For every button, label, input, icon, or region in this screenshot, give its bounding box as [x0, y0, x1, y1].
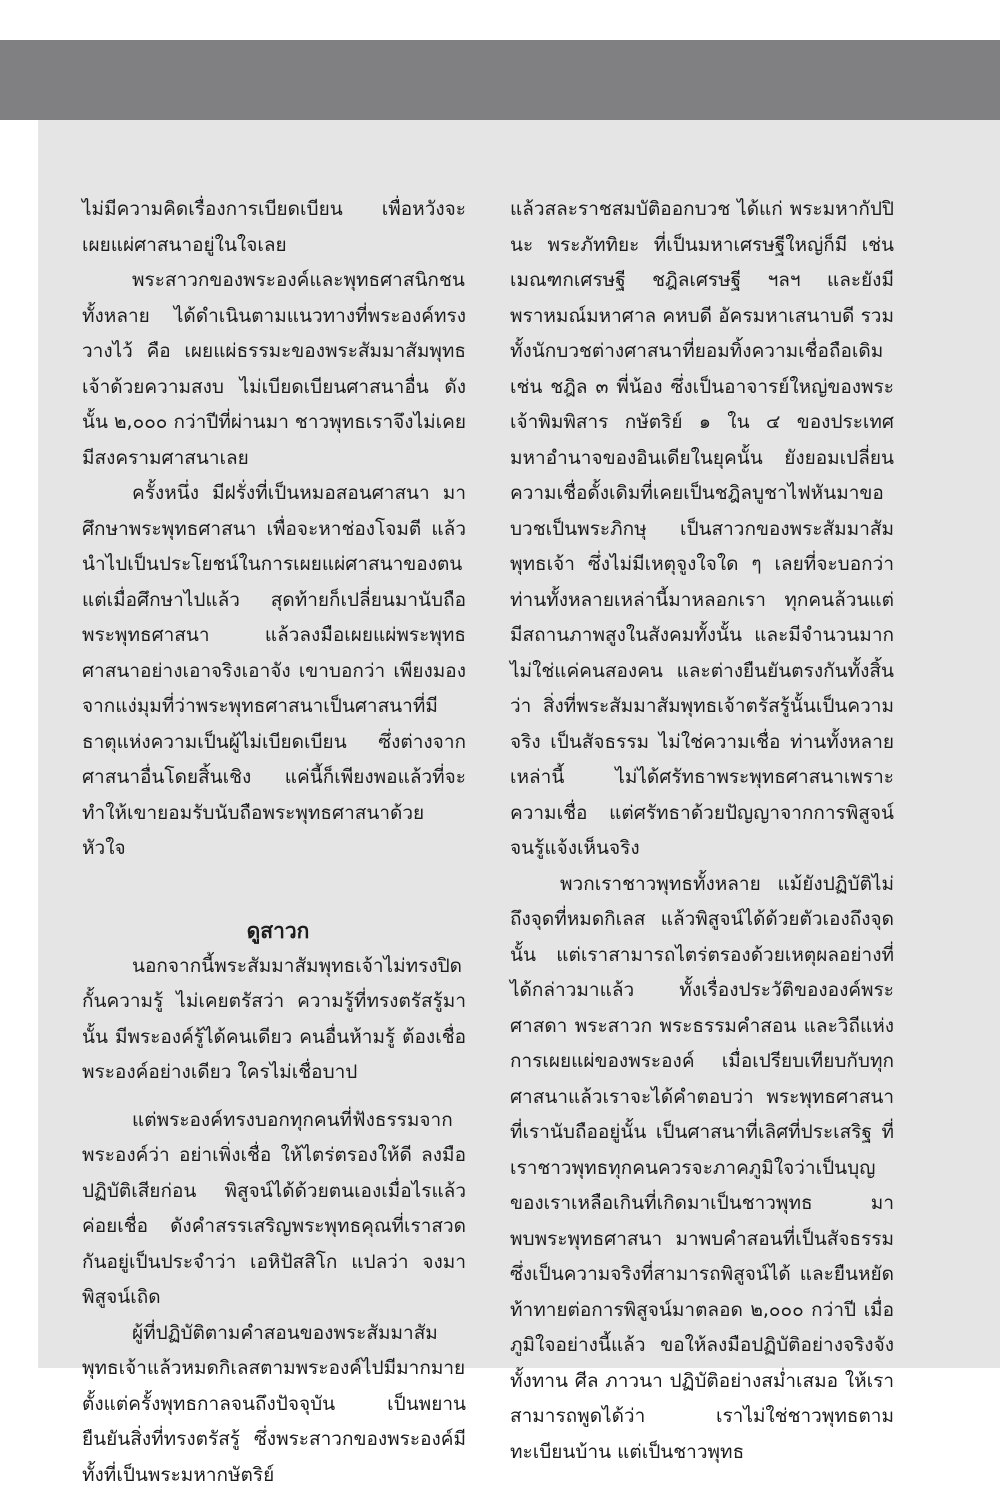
- paragraph: ผู้ที่ปฏิบัติตามคำสอนของพระสัมมาสัมพุทธเจ้าแล้วหมดกิเลสตามพระองค์ไปมีมากมาย ตั้งแต่ครั้งพุทธกาลจนถึงปัจจุบัน เป็นพยานยืนยันสิ่งที่ทรงตรัสรู้ ซึ่งพระสาวกของพระองค์มีทั้งที่เป็นพระมหากษัตริย์: [82, 1316, 466, 1493]
- paragraph: นอกจากนี้พระสัมมาสัมพุทธเจ้าไม่ทรงปิดกั้นความรู้ ไม่เคยตรัสว่า ความรู้ที่ทรงตรัสรู้มานั้น มีพระองค์รู้ได้คนเดียว คนอื่นห้ามรู้ ต้องเชื่อพระองค์อย่างเดียว ใครไม่เชื่อบาป: [82, 949, 466, 1091]
- header-bar: [0, 40, 1000, 120]
- left-column: [82, 192, 466, 1493]
- paragraph: พระสาวกของพระองค์และพุทธศาสนิกชนทั้งหลาย ได้ดำเนินตามแนวทางที่พระองค์ทรงวางไว้ คือ เผยแผ่ธรรมะของพระสัมมาสัมพุทธเจ้าด้วยความสงบ ไม่เบียดเบียนศาสนาอื่น ดังนั้น ๒,๐๐๐ กว่าปีที่ผ่านมา ชาวพุทธเราจึงไม่เคยมีสงครามศาสนาเลย: [82, 263, 466, 476]
- paragraph: พวกเราชาวพุทธทั้งหลาย แม้ยังปฏิบัติไม่ถึงจุดที่หมดกิเลส แล้วพิสูจน์ได้ด้วยตัวเองถึงจุดนั้น แต่เราสามารถไตร่ตรองด้วยเหตุผลอย่างที่ได้กล่าวมาแล้ว ทั้งเรื่องประวัติขององค์พระศาสดา พระสาวก พระธรรมคำสอน และวิถีแห่งการเผยแผ่ของพระองค์ เมื่อเปรียบเทียบกับทุกศาสนาแล้วเราจะได้คำตอบว่า พระพุทธศาสนาที่เรานับถืออยู่นั้น เป็นศาสนาที่เลิศที่ประเสริฐ ที่เราชาวพุทธทุกคนควรจะภาคภูมิใจว่าเป็นบุญของเราเหลือเกินที่เกิดมาเป็นชาวพุทธ มาพบพระพุทธศาสนา มาพบคำสอนที่เป็นสัจธรรม ซึ่งเป็นความจริงที่สามารถพิสูจน์ได้ และยืนหยัดท้าทายต่อการพิสูจน์มาตลอด ๒,๐๐๐ กว่าปี เมื่อภูมิใจอย่างนี้แล้ว ขอให้ลงมือปฏิบัติอย่างจริงจังทั้งทาน ศีล ภาวนา ปฏิบัติอย่างสม่ำเสมอ ให้เราสามารถพูดได้ว่า เราไม่ใช่ชาวพุทธตามทะเบียนบ้าน แต่เป็นชาวพุทธ: [510, 867, 894, 1471]
- paragraph: ครั้งหนึ่ง มีฝรั่งที่เป็นหมอสอนศาสนา มาศึกษาพระพุทธศาสนา เพื่อจะหาช่องโจมตี แล้วนำไปเป็นประโยชน์ในการเผยแผ่ศาสนาของตน แต่เมื่อศึกษาไปแล้ว สุดท้ายก็เปลี่ยนมานับถือพระพุทธศาสนา แล้วลงมือเผยแผ่พระพุทธศาสนาอย่างเอาจริงเอาจัง เขาบอกว่า เพียงมองจากแง่มุมที่ว่าพระพุทธศาสนาเป็นศาสนาที่มีธาตุแห่งความเป็นผู้ไม่เบียดเบียน ซึ่งต่างจากศาสนาอื่นโดยสิ้นเชิง แค่นี้ก็เพียงพอแล้วที่จะทำให้เขายอมรับนับถือพระพุทธศาสนาด้วยหัวใจ: [82, 476, 466, 867]
- paragraph: แต่พระองค์ทรงบอกทุกคนที่ฟังธรรมจากพระองค์ว่า อย่าเพิ่งเชื่อ ให้ไตร่ตรองให้ดี ลงมือปฏิบัติเสียก่อน พิสูจน์ได้ด้วยตนเองเมื่อไรแล้วค่อยเชื่อ ดังคำสรรเสริญพระพุทธคุณที่เราสวดกันอยู่เป็นประจำว่า เอหิปัสสิโก แปลว่า จงมาพิสูจน์เถิด: [82, 1103, 466, 1316]
- paragraph: แล้วสละราชสมบัติออกบวช ได้แก่ พระมหากัปปินะ พระภัททิยะ ที่เป็นมหาเศรษฐีใหญ่ก็มี เช่น เมณฑกเศรษฐี ชฎิลเศรษฐี ฯลฯ และยังมีพราหมณ์มหาศาล คหบดี อัครมหาเสนาบดี รวมทั้งนักบวชต่างศาสนาที่ยอมทิ้งความเชื่อถือเดิม เช่น ชฎิล ๓ พี่น้อง ซึ่งเป็นอาจารย์ใหญ่ของพระเจ้าพิมพิสาร กษัตริย์ ๑ ใน ๔ ของประเทศมหาอำนาจของอินเดียในยุคนั้น ยังยอมเปลี่ยนความเชื่อดั้งเดิมที่เคยเป็นชฎิลบูชาไฟหันมาขอบวชเป็นพระภิกษุ เป็นสาวกของพระสัมมาสัมพุทธเจ้า ซึ่งไม่มีเหตุจูงใจใด ๆ เลยที่จะบอกว่าท่านทั้งหลายเหล่านี้มาหลอกเรา ทุกคนล้วนแต่มีสถานภาพสูงในสังคมทั้งนั้น และมีจำนวนมาก ไม่ใช่แค่คนสองคน และต่างยืนยันตรงกันทั้งสิ้นว่า สิ่งที่พระสัมมาสัมพุทธเจ้าตรัสรู้นั้นเป็นความจริง เป็นสัจธรรม ไม่ใช่ความเชื่อ ท่านทั้งหลายเหล่านี้ ไม่ได้ศรัทธาพระพุทธศาสนาเพราะความเชื่อ แต่ศรัทธาด้วยปัญญาจากการพิสูจน์จนรู้แจ้งเห็นจริง: [510, 192, 894, 867]
- section-heading: ดูสาวก: [82, 913, 466, 949]
- paragraph: ไม่มีความคิดเรื่องการเบียดเบียน เพื่อหวังจะเผยแผ่ศาสนาอยู่ในใจเลย: [82, 192, 466, 263]
- right-column: [510, 192, 894, 1470]
